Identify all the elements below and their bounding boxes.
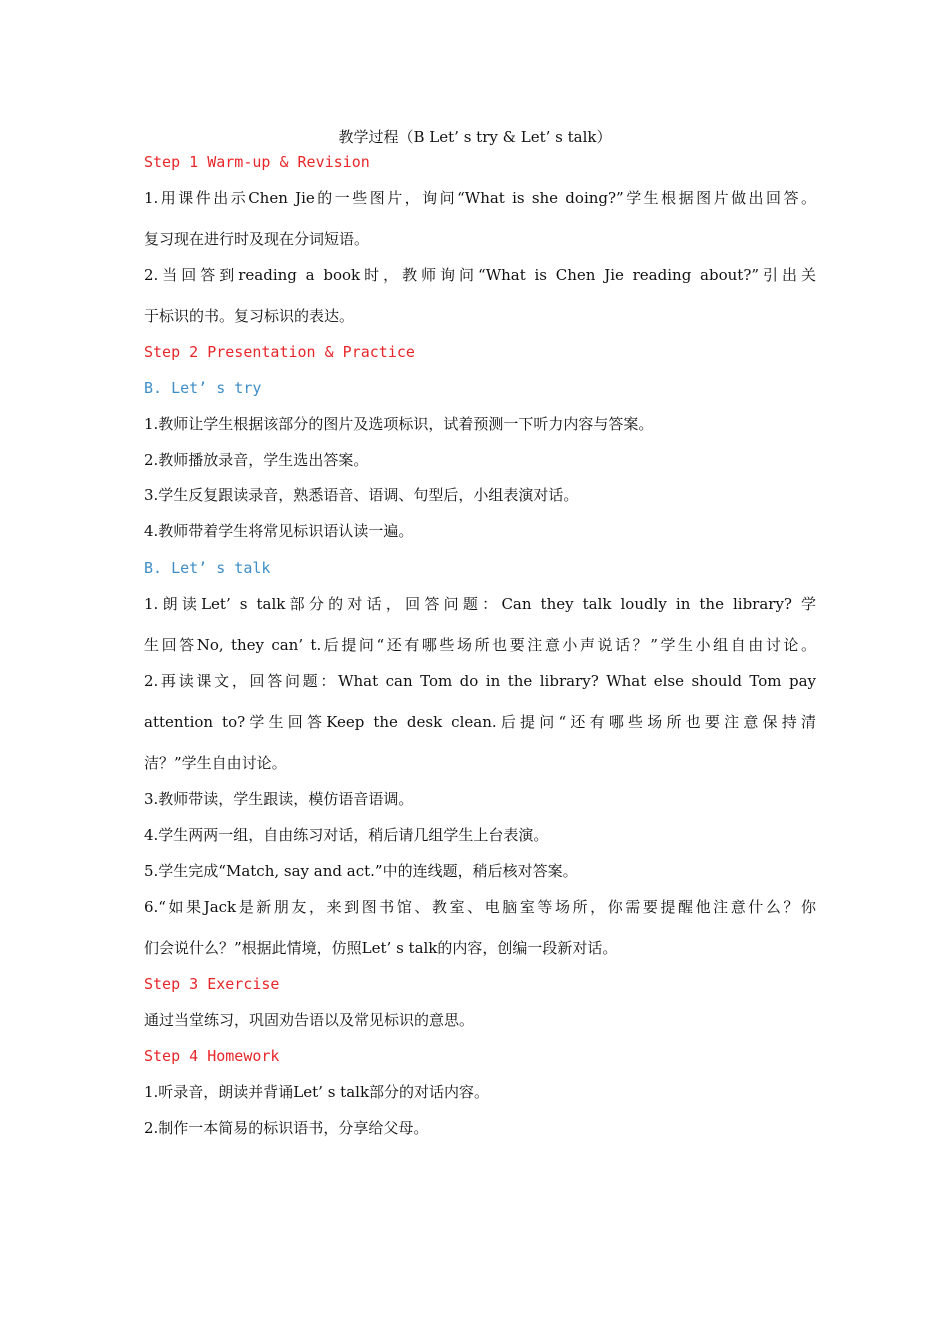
lets-try-heading: B. Let’ s try — [144, 379, 262, 397]
lets-talk-item2-line1: 2.再读课文，回答问题：What can Tom do in the library? What else should Tom pay — [144, 672, 816, 690]
lets-talk-item2-line3: 洁？”学生自由讨论。 — [144, 754, 287, 772]
step4-heading: Step 4 Homework — [144, 1047, 280, 1065]
lets-talk-item6-line1: 6.“如果Jack是新朋友，来到图书馆、教室、电脑室等场所，你需要提醒他注意什么？你 — [144, 898, 816, 916]
step1-item2-line2: 于标识的书。复习标识的表达。 — [144, 307, 355, 325]
document-title: 教学过程（B Let’ s try & Let’ s talk） — [338, 128, 612, 146]
lets-talk-item1-line1: 1.朗读Let’ s talk部分的对话，回答问题：Can they talk loudly in the library? 学 — [144, 595, 816, 613]
lets-talk-item4: 4.学生两两一组，自由练习对话，稍后请几组学生上台表演。 — [144, 826, 549, 844]
lets-try-item: 1.教师让学生根据该部分的图片及选项标识，试着预测一下听力内容与答案。 — [144, 415, 654, 433]
lets-talk-item6-line2: 们会说什么？”根据此情境，仿照Let’ s talk的内容，创编一段新对话。 — [144, 939, 618, 957]
step3-text: 通过当堂练习，巩固劝告语以及常见标识的意思。 — [144, 1011, 475, 1029]
lets-try-item: 2.教师播放录音，学生选出答案。 — [144, 451, 369, 469]
step1-heading: Step 1 Warm-up & Revision — [144, 153, 370, 171]
lets-talk-item2-line2: attention to?学生回答Keep the desk clean.后提问“还有哪些场所也要注意保持清 — [144, 713, 816, 731]
step3-heading: Step 3 Exercise — [144, 975, 280, 993]
lets-talk-heading: B. Let’ s talk — [144, 559, 271, 577]
lets-talk-item3: 3.教师带读，学生跟读，模仿语音语调。 — [144, 790, 414, 808]
step1-item1-line1: 1.用课件出示Chen Jie的一些图片，询问“What is she doing?”学生根据图片做出回答。 — [144, 189, 816, 207]
step2-heading: Step 2 Presentation & Practice — [144, 343, 415, 361]
lets-try-item: 4.教师带着学生将常见标识语认读一遍。 — [144, 522, 414, 540]
homework-item: 1.听录音，朗读并背诵Let’ s talk部分的对话内容。 — [144, 1083, 490, 1101]
lets-talk-item5: 5.学生完成“Match, say and act.”中的连线题，稍后核对答案。 — [144, 862, 578, 880]
lets-try-item: 3.学生反复跟读录音，熟悉语音、语调、句型后，小组表演对话。 — [144, 486, 579, 504]
step1-item1-line2: 复习现在进行时及现在分词短语。 — [144, 230, 370, 248]
lets-talk-item1-line2: 生回答No, they can’ t.后提问“还有哪些场所也要注意小声说话？”学生小组自由讨论。 — [144, 636, 816, 654]
step1-item2-line1: 2.当回答到reading a book时，教师询问“What is Chen Jie reading about?”引出关 — [144, 266, 816, 284]
homework-item: 2.制作一本简易的标识语书，分享给父母。 — [144, 1119, 429, 1137]
